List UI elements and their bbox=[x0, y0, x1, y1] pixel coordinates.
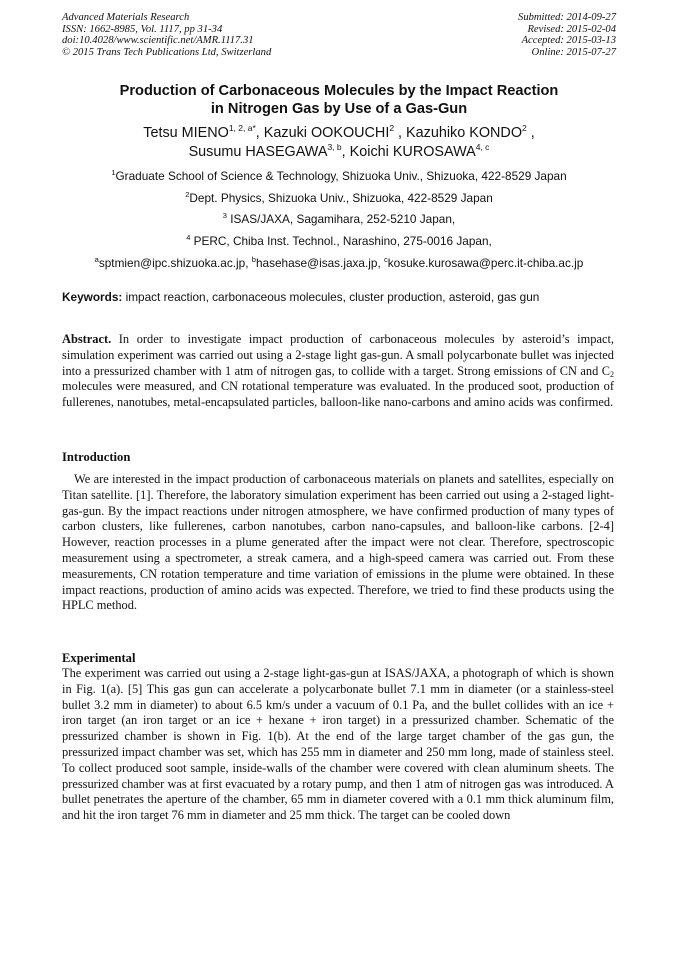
author-sup: 3, b bbox=[327, 142, 342, 152]
date-accepted: Accepted: 2015-03-13 bbox=[521, 35, 616, 47]
affiliation-text: ISAS/JAXA, Sagamihara, 252-5210 Japan, bbox=[230, 212, 456, 226]
introduction-paragraph: We are interested in the impact production of carbonaceous materials on planets and satellites, especially on Titan satellite. [1]. Therefore, the laboratory simulation experiment has been carried out using a 2-staged light-gas-gun. By the impact reactions under nitrogen atmosphere, we have confirmed production of many types of carbon clusters, like fullerenes, carbon nanotubes, carbon nano-capsules, and balloon-like carbons. [2-4] However, reaction processes in a plume generated after the impact were not clear. Therefore, spectroscopic measurement using a spectrometer, a streak camera, and a high-speed camera was carried out. From these measurements, CN rotation temperature and time variation of emissions in the plume were obtained. In these impact reactions, production of amino acids was expected. Therefore, we tried to find these products using the HPLC method. bbox=[62, 472, 614, 613]
date-online: Online: 2015-07-27 bbox=[531, 46, 616, 58]
author-sup: 4, c bbox=[475, 142, 490, 152]
affiliation-text: PERC, Chiba Inst. Technol., Narashino, 275-0016 Japan, bbox=[193, 234, 492, 248]
author-name: Susumu HASEGAWA bbox=[188, 144, 328, 160]
author-sup: 2 bbox=[389, 123, 395, 133]
keywords-text: impact reaction, carbonaceous molecules, cluster production, asteroid, gas gun bbox=[122, 290, 540, 304]
abstract-subscript: 2 bbox=[610, 369, 614, 379]
author-line-1: Tetsu $MIENO^{1, 2, a*}$, Kazuki OOKOUCHI$^2$ , Kazuhiko KONDO$^2$ , bbox=[143, 123, 535, 141]
affiliation-4 bbox=[0, 234, 678, 248]
abstract-label: Abstract. bbox=[62, 332, 112, 346]
affiliation-1 bbox=[0, 169, 678, 183]
affiliation-text: Dept. Physics, Shizuoka Univ., Shizuoka, 422-8529 Japan bbox=[189, 191, 493, 205]
affiliation-sup: 1 bbox=[111, 168, 116, 177]
introduction-heading: Introduction bbox=[62, 450, 131, 464]
author-sup: 2 bbox=[522, 123, 527, 133]
email-link[interactable]: hasehase@isas.jaxa.jp, bbox=[255, 256, 385, 270]
affiliation-sup: 3 bbox=[222, 211, 227, 220]
affiliation-2 bbox=[0, 191, 678, 205]
abstract-paragraph bbox=[62, 332, 614, 411]
author-name: Tetsu MIENO bbox=[143, 125, 229, 141]
author-name: Kazuhiko KONDO bbox=[406, 125, 523, 141]
journal-info bbox=[62, 12, 271, 58]
email-list bbox=[0, 256, 678, 270]
title-line-1: Production of Carbonaceous Molecules by the Impact Reaction bbox=[119, 83, 559, 99]
keywords-label: Keywords: bbox=[62, 290, 123, 304]
abstract-text-2: molecules were measured, and CN rotational temperature was evaluated. In the produced soot, production of fullerenes, nanotubes, metal-encapsulated particles, balloon-like nano-carbons and amino acids was confirmed. bbox=[62, 379, 614, 410]
keywords bbox=[62, 290, 622, 304]
journal-doi[interactable]: doi:10.4028/www.scientific.net/AMR.1117.31 bbox=[62, 35, 254, 47]
date-revised: Revised: 2015-02-04 bbox=[527, 23, 616, 35]
date-submitted: Submitted: 2014-09-27 bbox=[518, 12, 616, 23]
affiliation-3 bbox=[0, 212, 678, 226]
title-line-2: in Nitrogen Gas by Use of a Gas-Gun bbox=[210, 101, 468, 117]
email-link[interactable]: kosuke.kurosawa@perc.it-chiba.ac.jp bbox=[387, 256, 584, 270]
author-name: Koichi KUROSAWA bbox=[349, 144, 476, 160]
email-sup: a bbox=[94, 255, 99, 264]
email-link[interactable]: sptmien@ipc.shizuoka.ac.jp, bbox=[98, 256, 252, 270]
author-line-2: Susumu HASEGAWA$^{3, b}$, Koichi KUROSAWA$^{4, c}$ bbox=[188, 142, 490, 160]
journal-issn: ISSN: 1662-8985, Vol. 1117, pp 31-34 bbox=[62, 23, 223, 35]
publication-dates bbox=[518, 12, 616, 58]
experimental-paragraph: The experiment was carried out using a 2-stage light-gas-gun at ISAS/JAXA, a photograph of which is shown in Fig. 1(a). [5] This gas gun can accelerate a polycarbonate bullet 7.1 mm in diameter (or a stainless-steel bullet 3.2 mm in diameter) to about 6.5 km/s under a vacuum of 0.1 Pa, and the bullet collides with an ice + iron target (an iron target or an ice + hexane + iron target) in a pressurized chamber. Schematic of the pressurized chamber is shown in Fig. 1(b). At the end of the large target chamber of the gas gun, the pressurized impact chamber was set, which has 255 mm in diameter and 250 mm long, made of stainless steel. To collect produced soot sample, inside-walls of the chamber were covered with clean aluminum sheets. The pressurized chamber was at first evacuated by a rotary pump, and then 1 atm of nitrogen gas was introduced. A bullet penetrates the aperture of the chamber, 65 mm in diameter covered with a 0.1 mm thick aluminum film, and hit the iron target 76 mm in diameter and 25 mm thick. The target can be cooled down bbox=[62, 666, 614, 823]
affiliation-sup: 4 bbox=[186, 233, 191, 242]
affiliation-text: Graduate School of Science & Technology, Shizuoka Univ., Shizuoka, 422-8529 Japan bbox=[115, 169, 567, 183]
author-list bbox=[0, 124, 678, 162]
experimental-heading: Experimental bbox=[62, 651, 136, 665]
email-sup: b bbox=[251, 255, 256, 264]
journal-name: Advanced Materials Research bbox=[62, 12, 190, 23]
journal-copyright: © 2015 Trans Tech Publications Ltd, Switzerland bbox=[62, 46, 272, 58]
abstract-text-1: In order to investigate impact production of carbonaceous molecules by asteroid’s impact, simulation experiment was carried out using a 2-stage light gas-gun. A small polycarbonate bullet was injected into a pressurized chamber with 1 atm of nitrogen gas, to collide with a target. Strong emissions of CN and C bbox=[62, 332, 614, 378]
paper-title bbox=[0, 82, 678, 118]
affiliation-sup: 2 bbox=[185, 190, 190, 199]
email-sup: c bbox=[384, 255, 388, 264]
author-sup: 1, 2, a* bbox=[228, 123, 256, 133]
author-name: Kazuki OOKOUCHI bbox=[263, 125, 390, 141]
